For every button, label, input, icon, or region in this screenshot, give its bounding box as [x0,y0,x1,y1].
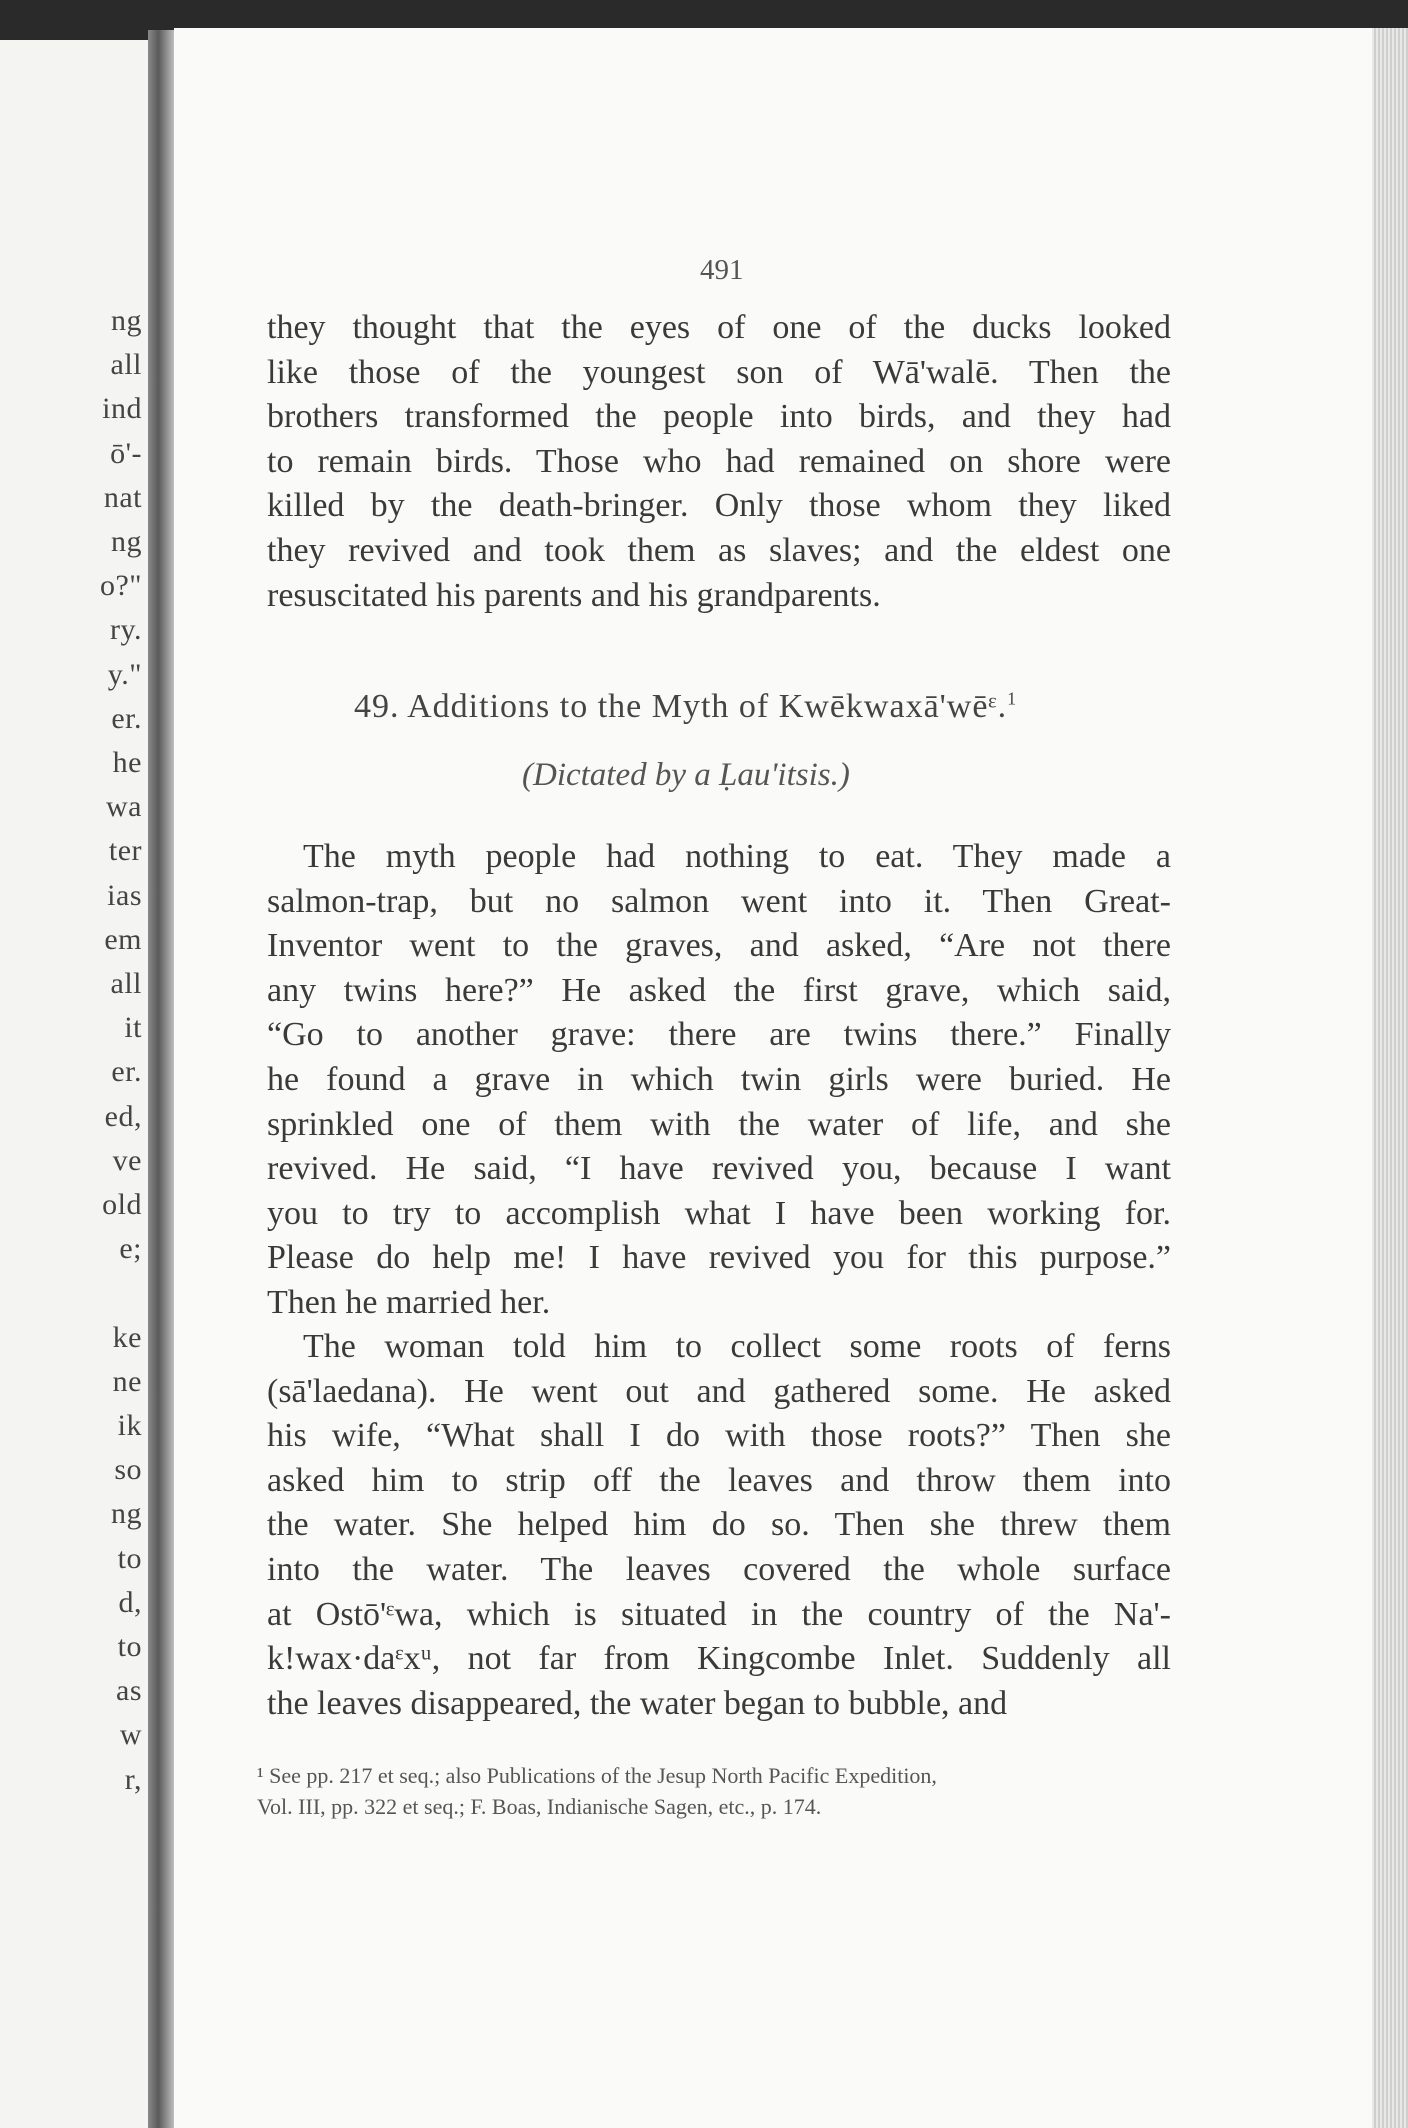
left-page-fragment: ne [112,1364,142,1398]
left-page-fragment: e; [119,1232,142,1266]
left-page-fragment: y." [107,657,142,691]
text-line: revived. He said, “I have revived you, because I want [267,1150,1171,1188]
text-line: asked him to strip off the leaves and throw them into [267,1461,1171,1499]
text-line: they thought that the eyes of one of the ducks looked [267,309,1171,346]
paragraph-2 [267,835,1171,1326]
left-page-fragment: ed, [104,1099,142,1133]
left-page-fragment: ter [108,834,142,868]
left-page-fragment: to [117,1630,142,1663]
left-page-fragment: ry. [109,613,142,647]
left-page-fragment: ng [111,525,142,558]
page-number: 491 [700,254,744,286]
footnote-line: ¹ See pp. 217 et seq.; also Publications of the Jesup North Pacific Expedition, [257,1763,937,1788]
left-page-fragment: nat [103,480,142,514]
left-page-fragment: all [110,348,142,382]
left-page-fragment: ve [112,1143,142,1177]
footnote [257,1760,1171,1822]
text-line: to remain birds. Those who had remained on shore were [267,442,1171,480]
text-line: resuscitated his parents and his grandparents. [267,576,881,614]
text-line: you to try to accomplish what I have been working for. [267,1194,1171,1232]
left-page-fragment: er. [111,1055,142,1089]
left-page-fragment: wa [106,790,142,824]
book-gutter [148,30,174,2128]
text-line: any twins here?” He asked the first grave, which said, [267,971,1171,1009]
left-page-fragment: all [110,967,142,1000]
left-page-fragment: d, [118,1585,142,1619]
text-line: like those of the youngest son of Wā'walē. Then the [267,353,1171,391]
text-line: killed by the death-bringer. Only those whom they liked [267,487,1171,525]
text-line: sprinkled one of them with the water of life, and she [267,1105,1171,1143]
left-page-fragment: o?" [99,569,142,603]
text-line: Then he married her. [267,1283,551,1321]
section-heading [354,688,1017,726]
left-page-fragment: r, [124,1762,142,1796]
left-page-fragment: ng [111,1497,142,1531]
text-line: k!wax·daᵋxᵘ, not far from Kingcombe Inlet. Suddenly all [267,1640,1171,1678]
text-line: The myth people had nothing to eat. They made a [303,838,1171,875]
left-page-fragment: ik [117,1409,142,1442]
footnote-mark: 1 [1007,688,1018,709]
text-line: Please do help me! I have revived you for this purpose.” [267,1239,1171,1277]
paragraph-1 [267,306,1171,618]
text-line: into the water. The leaves covered the whole surface [267,1550,1171,1588]
left-page-fragment: so [114,1453,142,1487]
paragraph-3 [267,1325,1171,1726]
left-page-fragment: ō'- [110,436,142,470]
text-line: the water. She helped him do so. Then she threw them [267,1506,1171,1544]
text-line: brothers transformed the people into birds, and they had [267,398,1171,436]
text-line: he found a grave in which twin girls were buried. He [267,1060,1171,1098]
page-stack-edge [1372,28,1408,2128]
left-page-fragment: old [102,1188,142,1221]
section-subheading: (Dictated by a Ḷau'itsis.) [522,757,850,793]
left-page-fragment: he [112,746,142,779]
section-heading-text: 49. Additions to the Myth of Kwēkwaxā'wēᵋ. [354,688,1008,725]
left-page-fragment: ias [107,878,142,912]
left-page-edge [0,40,150,2128]
text-line: the leaves disappeared, the water began to bubble, and [267,1684,1008,1722]
left-page-fragment: to [117,1541,142,1575]
footnote-line: Vol. III, pp. 322 et seq.; F. Boas, Indianische Sagen, etc., p. 174. [257,1794,822,1819]
left-page-fragment: it [124,1011,142,1045]
left-page-fragment: em [104,922,142,956]
text-line: at Ostō'ᵋwa, which is situated in the country of the Na'- [267,1595,1171,1633]
text-line: his wife, “What shall I do with those roots?” Then she [267,1417,1171,1455]
left-page-fragment: ke [112,1320,142,1354]
text-line: (sā'laedana). He went out and gathered some. He asked [267,1372,1171,1410]
text-line: salmon-trap, but no salmon went into it. Then Great- [267,882,1171,920]
left-page-fragment: w [119,1718,142,1752]
text-line: they revived and took them as slaves; and the eldest one [267,531,1171,569]
text-line: Inventor went to the graves, and asked, “Are not there [267,927,1171,965]
left-page-fragment: ng [111,304,142,337]
text-line: “Go to another grave: there are twins there.” Finally [267,1016,1171,1054]
left-page-fragment: er. [111,701,142,735]
text-line: The woman told him to collect some roots of ferns [303,1328,1171,1365]
left-page-fragment: as [116,1674,142,1708]
left-page-fragment: ind [102,392,142,426]
